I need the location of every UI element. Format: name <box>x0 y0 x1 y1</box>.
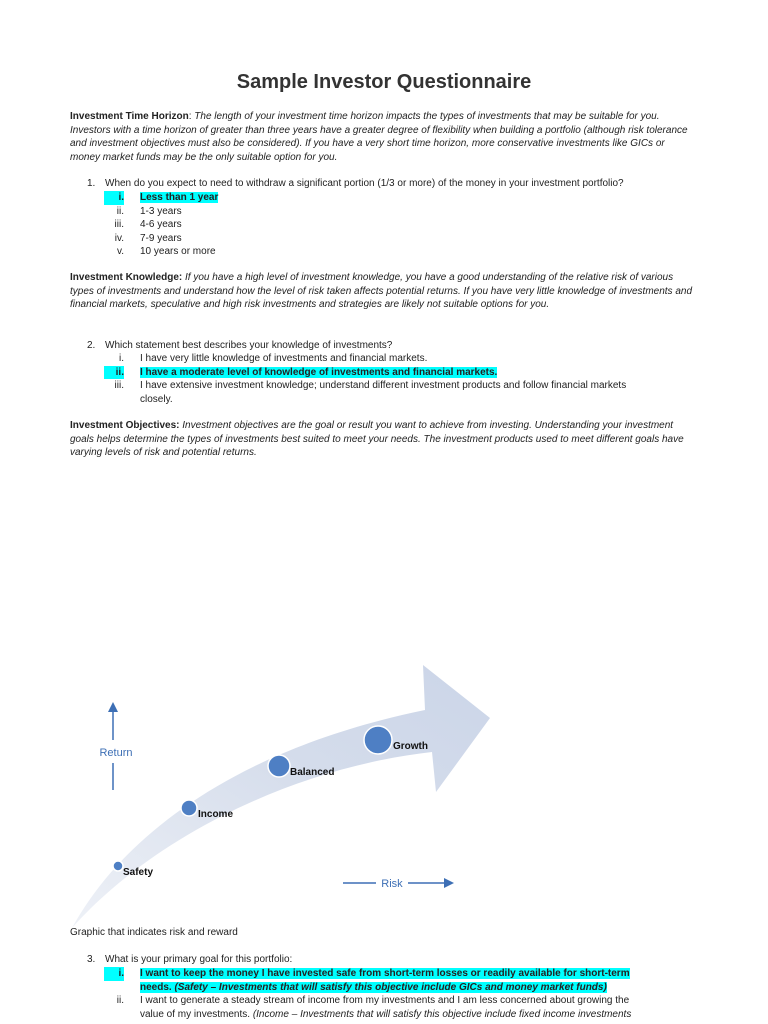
return-axis-label: Return <box>99 747 133 759</box>
option-item[interactable]: iv. 7-9 years <box>114 232 182 244</box>
question-number: 3. <box>87 954 96 965</box>
objectives-heading: Investment Objectives: <box>70 420 180 431</box>
knowledge-heading: Investment Knowledge: <box>70 272 183 283</box>
option-item[interactable]: ii. I have a moderate level of knowledge of investments and financial markets. <box>104 366 626 380</box>
question-1-options <box>104 191 218 259</box>
income-label: Income <box>198 809 234 820</box>
option-item[interactable]: i. I want to keep the money I have invested safe from short-term losses or readily available for short-term needs. (Safety – Investments that will satisfy this objective include GICs and money market funds) <box>104 967 631 994</box>
question-2 <box>87 340 392 351</box>
balanced-label: Balanced <box>290 767 335 778</box>
time-horizon-paragraph: Investment Time Horizon: The length of your investment time horizon impacts the types of investments that may be suitable for you. Investors with a time horizon of greater than three years have a greater degree of flexibility when building a portfolio (although risk tolerance and investment objectives must also be considered). If you have a very short time horizon, more conservative investments like GICs or money market funds may be the only suitable option for you. <box>70 111 688 163</box>
option-text: 1-3 years <box>140 205 182 217</box>
option-text: 7-9 years <box>140 232 182 244</box>
option-text-continued: needs. <box>140 981 175 993</box>
option-item[interactable]: ii. 1-3 years <box>116 205 182 217</box>
page-title: Sample Investor Questionnaire <box>236 71 532 93</box>
question-3 <box>87 954 292 965</box>
option-item[interactable]: iii. 4-6 years <box>114 219 182 230</box>
option-text: I have extensive investment knowledge; understand different investment products and follow financial markets <box>140 380 627 391</box>
balanced-dot <box>268 755 290 777</box>
risk-axis-label: Risk <box>381 878 403 890</box>
option-text: I have very little knowledge of investments and financial markets. <box>140 353 428 364</box>
option-item[interactable]: i. Less than 1 year <box>104 191 218 205</box>
option-text-continued: value of my investments. <box>140 1008 253 1020</box>
return-axis-arrowhead <box>108 702 118 712</box>
graphic-caption: Graphic that indicates risk and reward <box>70 927 238 938</box>
option-item[interactable]: i. I have very little knowledge of investments and financial markets. <box>119 353 428 364</box>
option-text: I want to keep the money I have invested safe from short-term losses or readily available for short-term <box>140 968 630 979</box>
question-text: Which statement best describes your knowledge of investments? <box>105 340 393 351</box>
time-horizon-text: The length of your investment time horizon impacts the types of investments that may be suitable for you. Investors with a time horizon of greater than three years have a greater degree of flexibility when building a portfolio (although risk tolerance and investment objectives must also be considered). If you have a very short time horizon, more conservative investments like GICs or money market funds may be the only suitable option for you. <box>70 111 688 163</box>
risk-reward-graphic <box>0 640 768 960</box>
question-text: When do you expect to need to withdraw a significant portion (1/3 or more) of the money in your investment portfolio? <box>105 178 624 189</box>
question-number: 1. <box>87 178 96 189</box>
question-text: What is your primary goal for this portfolio: <box>105 954 293 965</box>
option-text: 10 years or more <box>140 246 216 257</box>
knowledge-paragraph <box>70 271 694 312</box>
growth-label: Growth <box>393 741 428 752</box>
safety-label: Safety <box>123 867 154 878</box>
option-item[interactable]: iii. I have extensive investment knowledge; understand different investment products and follow financial markets closely. <box>114 380 627 405</box>
objectives-text: Investment objectives are the goal or result you want to achieve from investing. Understanding your investment goals helps determine the types of investments best suited to meet your needs. The investment products used to meet different goals have varying levels of risk and potential returns. <box>70 420 684 458</box>
option-item[interactable]: ii. I want to generate a steady stream of income from my investments and I am less concerned about growing the value of my investments. (Income – Investments that will satisfy this objective include fixed income investments <box>116 995 632 1020</box>
time-horizon-heading: Investment Time Horizon <box>70 111 189 122</box>
risk-axis-arrowhead <box>444 878 454 888</box>
growth-dot <box>364 726 392 754</box>
question-2-options <box>104 352 626 406</box>
knowledge-text: If you have a high level of investment knowledge, you have a good understanding of the relative risk of various types of investments and understand how the level of risk taken affects potential returns. If you have very little knowledge of investments and financial markets, speculative and high risk investments and strategies are likely not suitable options for you. <box>70 272 693 310</box>
option-text: 4-6 years <box>140 219 182 230</box>
option-text: I want to generate a steady stream of income from my investments and I am less concerned about growing the <box>140 995 630 1006</box>
option-note: (Safety – Investments that will satisfy this objective include GICs and money market funds) <box>174 981 607 993</box>
option-text: I have a moderate level of knowledge of investments and financial markets. <box>140 366 498 378</box>
question-1 <box>87 178 624 189</box>
risk-reward-arrow <box>72 665 490 928</box>
option-text-continued: closely. <box>140 393 173 405</box>
option-text: Less than 1 year <box>140 192 219 203</box>
question-number: 2. <box>87 340 96 351</box>
objectives-paragraph <box>70 419 694 460</box>
question-3-options <box>104 967 631 1021</box>
option-item[interactable]: v. 10 years or more <box>116 246 216 257</box>
option-note: (Income – Investments that will satisfy this objective include fixed income investments <box>252 1008 632 1020</box>
income-dot <box>181 800 197 816</box>
safety-dot <box>113 861 123 871</box>
